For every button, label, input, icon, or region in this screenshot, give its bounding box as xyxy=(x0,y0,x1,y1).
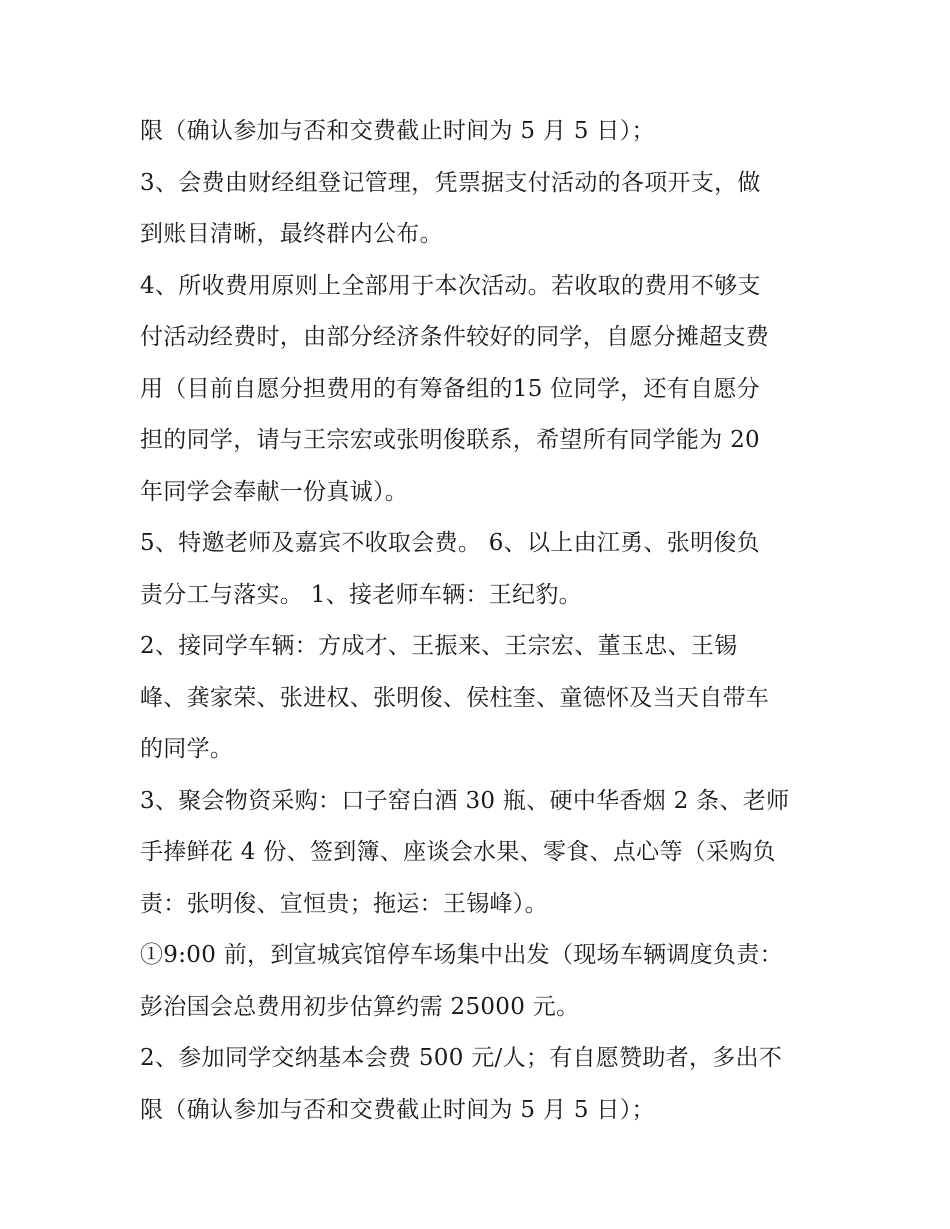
text-line: 限（确认参加与否和交费截止时间为 5 月 5 日）； xyxy=(140,1096,655,1123)
text-line: 彭治国会总费用初步估算约需 25000 元。 xyxy=(140,993,580,1020)
text-line: 到账目清晰，最终群内公布。 xyxy=(140,221,443,247)
text-line: 付活动经费时，由部分经济条件较好的同学，自愿分摊超支费 xyxy=(140,324,770,350)
document-body xyxy=(140,106,820,1136)
text-line: 手捧鲜花 4 份、签到簿、座谈会水果、零食、点心等（采购负 xyxy=(140,839,776,865)
text-line: 3、会费由财经组登记管理，凭票据支付活动的各项开支，做 xyxy=(140,169,761,196)
text-line: 3、聚会物资采购：口子窑白酒 30 瓶、硬中华香烟 2 条、老师 xyxy=(140,787,790,814)
text-line: 责分工与落实。 1、接老师车辆：王纪豹。 xyxy=(140,581,582,608)
text-line: 用（目前自愿分担费用的有筹备组的15 位同学，还有自愿分 xyxy=(140,375,760,402)
text-line: 4、所收费用原则上全部用于本次活动。若收取的费用不够支 xyxy=(140,272,761,299)
text-line: 2、参加同学交纳基本会费 500 元/人；有自愿赞助者，多出不 xyxy=(140,1045,783,1071)
text-line: 峰、龚家荣、张进权、张明俊、侯柱奎、童德怀及当天自带车 xyxy=(140,684,770,711)
text-line: ①9:00 前，到宣城宾馆停车场集中出发（现场车辆调度负责： xyxy=(140,942,783,968)
text-line: 的同学。 xyxy=(140,736,234,762)
text-line: 责：张明俊、宣恒贵；拖运：王锡峰）。 xyxy=(140,890,548,917)
text-line: 限（确认参加与否和交费截止时间为 5 月 5 日）； xyxy=(140,118,655,144)
text-line: 年同学会奉献一份真诚）。 xyxy=(140,478,409,505)
text-line: 担的同学，请与王宗宏或张明俊联系，希望所有同学能为 20 xyxy=(140,427,760,453)
text-line: 2、接同学车辆：方成才、王振来、王宗宏、董玉忠、王锡 xyxy=(140,633,738,659)
text-line: 5、特邀老师及嘉宾不收取会费。 6、以上由江勇、张明俊负 xyxy=(140,530,760,556)
